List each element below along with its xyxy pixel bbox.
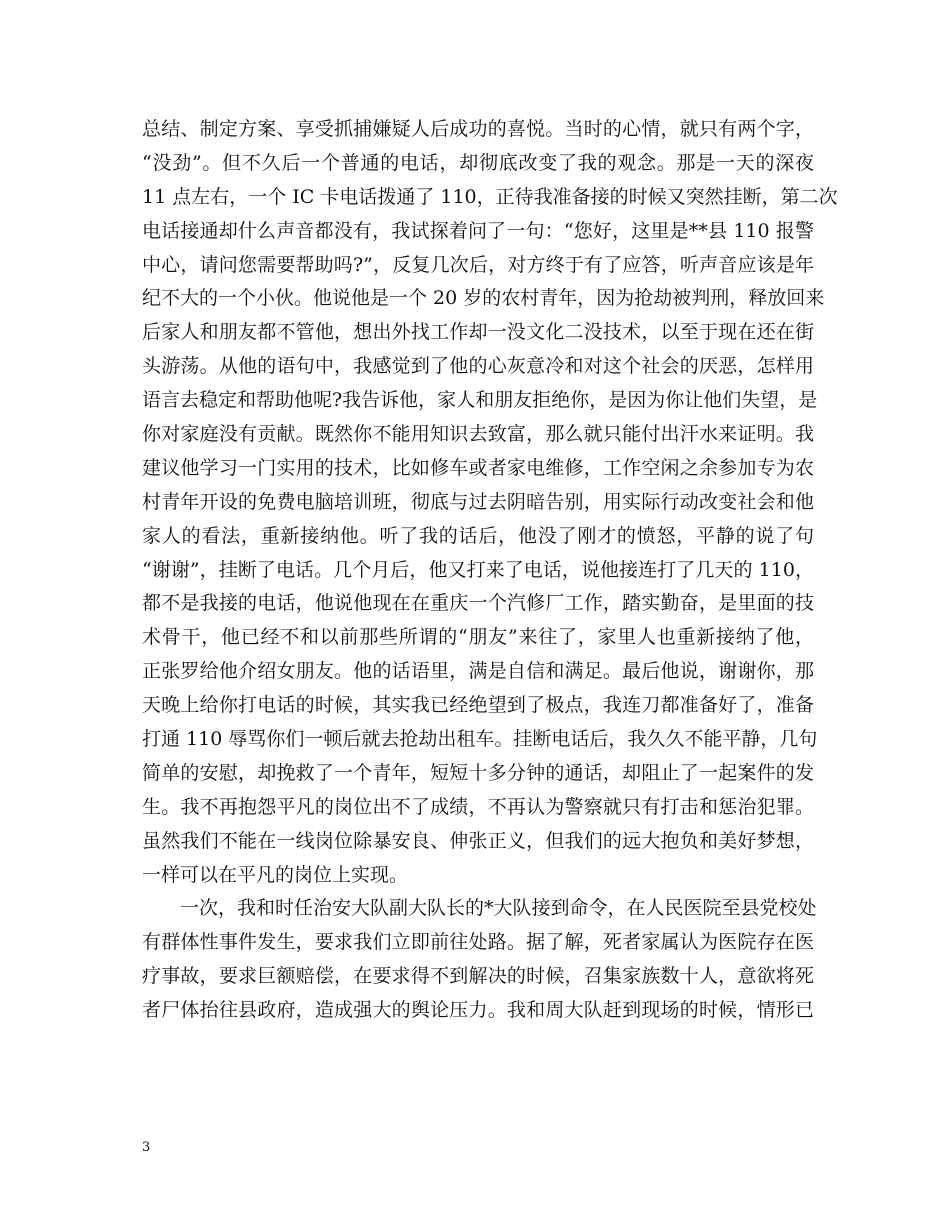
text-line: 打通 110 辱骂你们一顿后就去抢劫出租车。挂断电话后，我久久不能平静，几句 bbox=[142, 728, 818, 751]
page-number: 3 bbox=[142, 1140, 151, 1155]
text-line: 天晚上给你打电话的时候，其实我已经绝望到了极点，我连刀都准备好了，准备 bbox=[142, 694, 814, 717]
text-line: 者尸体抬往县政府，造成强大的舆论压力。我和周大队赶到现场的时候，情形已 bbox=[142, 999, 814, 1022]
text-line: 纪不大的一个小伙。他说他是一个 20 岁的农村青年，因为抢劫被判刑，释放回来 bbox=[142, 287, 825, 310]
text-line: 一样可以在平凡的岗位上实现。 bbox=[142, 863, 409, 886]
text-line: 村青年开设的免费电脑培训班，彻底与过去阴暗告别，用实际行动改变社会和他 bbox=[142, 490, 814, 513]
text-line: 有群体性事件发生，要求我们立即前往处路。据了解，死者家属认为医院存在医 bbox=[142, 931, 814, 954]
text-line: 家人的看法，重新接纳他。听了我的话后，他没了刚才的愤怒，平静的说了句 bbox=[142, 524, 814, 547]
text-line: 疗事故，要求巨额赔偿，在要求得不到解决的时候，召集家族数十人，意欲将死 bbox=[142, 965, 814, 988]
text-line: 一次，我和时任治安大队副大队长的*大队接到命令，在人民医院至县党校处 bbox=[180, 897, 817, 920]
text-line: 中心，请问您需要帮助吗?”，反复几次后，对方终于有了应答，听声音应该是年 bbox=[142, 253, 814, 276]
body-text bbox=[142, 113, 838, 1028]
text-line: 虽然我们不能在一线岗位除暴安良、伸张正义，但我们的远大抱负和美好梦想， bbox=[142, 829, 814, 852]
text-line: “谢谢”，挂断了电话。几个月后，他又打来了电话，说他接连打了几天的 110， bbox=[142, 558, 814, 581]
text-line: 11 点左右，一个 IC 卡电话拨通了 110，正待我准备接的时候又突然挂断，第二次 bbox=[142, 185, 838, 208]
paragraph-1 bbox=[142, 113, 838, 892]
text-line: 术骨干，他已经不和以前那些所谓的“朋友”来往了，家里人也重新接纳了他， bbox=[142, 626, 814, 649]
text-line: 后家人和朋友都不管他，想出外找工作却一没文化二没技术，以至于现在还在街 bbox=[142, 321, 814, 344]
text-line: “没劲”。但不久后一个普通的电话，却彻底改变了我的观念。那是一天的深夜 bbox=[142, 151, 814, 174]
text-line: 头游荡。从他的语句中，我感觉到了他的心灰意冷和对这个社会的厌恶，怎样用 bbox=[142, 355, 814, 378]
text-line: 生。我不再抱怨平凡的岗位出不了成绩，不再认为警察就只有打击和惩治犯罪。 bbox=[142, 795, 814, 818]
text-line: 都不是我接的电话，他说他现在在重庆一个汽修厂工作，踏实勤奋，是里面的技 bbox=[142, 592, 814, 615]
text-line: 简单的安慰，却挽救了一个青年，短短十多分钟的通话，却阻止了一起案件的发 bbox=[142, 761, 814, 784]
text-line: 你对家庭没有贡献。既然你不能用知识去致富，那么就只能付出汗水来证明。我 bbox=[142, 423, 814, 446]
text-line: 正张罗给他介绍女朋友。他的话语里，满是自信和满足。最后他说，谢谢你，那 bbox=[142, 660, 814, 683]
paragraph-2 bbox=[142, 892, 817, 1028]
text-line: 电话接通却什么声音都没有，我试探着问了一句：“您好，这里是**县 110 报警 bbox=[142, 219, 814, 242]
text-line: 建议他学习一门实用的技术，比如修车或者家电维修，工作空闲之余参加专为农 bbox=[142, 456, 814, 479]
text-line: 总结、制定方案、享受抓捕嫌疑人后成功的喜悦。当时的心情，就只有两个字， bbox=[142, 118, 814, 140]
text-line: 语言去稳定和帮助他呢?我告诉他，家人和朋友拒绝你，是因为你让他们失望，是 bbox=[142, 389, 818, 412]
